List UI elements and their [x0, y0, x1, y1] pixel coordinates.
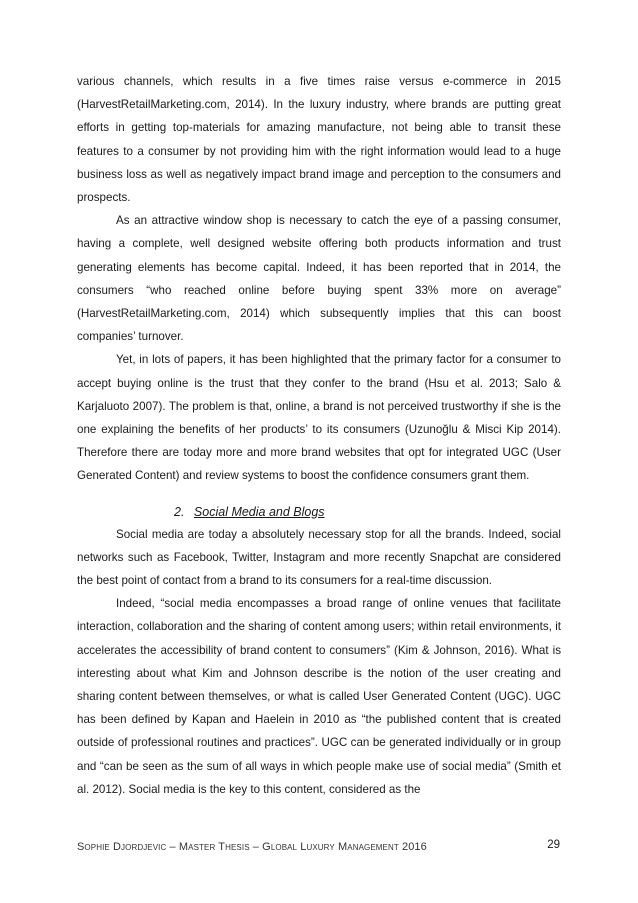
paragraph: Indeed, “social media encompasses a broad range of online venues that facilitate interaction, collaboration and the sharing of content among users; within retail environments, it accelerates the accessibility of brand content to consumers” (Kim & Johnson, 2016). What is interesting about what Kim and Johnson describe is the notion of the user creating and sharing content between themselves, or what is called User Generated Content (UGC). UGC has been defined by Kapan and Haelein in 2010 as “the published content that is created outside of professional routines and practices”. UGC can be generated individually or in group and “can be seen as the sum of all ways in which people make use of social media” (Smith et al. 2012). Social media is the key to this content, considered as the [77, 597, 561, 796]
section-number: 2. [174, 504, 185, 519]
paragraph: Social media are today a absolutely necessary stop for all the brands. Indeed, social networks such as Facebook, Twitter, Instagram and more recently Snapchat are considered the best point of contact from a brand to its consumers for a real-time discussion. [77, 527, 561, 588]
paragraph: Yet, in lots of papers, it has been highlighted that the primary factor for a consumer to accept buying online is the trust that they confer to the brand (Hsu et al. 2013; Salo & Karjaluoto 2007). The problem is that, online, a brand is not perceived trustworthy if she is the one explaining the benefits of her products’ to its consumers (Uzunoğlu & Misci Kip 2014). Therefore there are today more and more brand websites that opt for integrated UGC (User Generated Content) and review systems to boost the confidence consumers grant them. [77, 353, 561, 483]
paragraph: As an attractive window shop is necessary to catch the eye of a passing consumer, having a complete, well designed website offering both products information and trust generating elements has become capital. Indeed, it has been reported that in 2014, the consumers “who reached online before buying spent 33% more on average” (HarvestRetailMarketing.com, 2014) which subsequently implies that this can boost companies’ turnover. [77, 214, 561, 344]
page-number: 29 [547, 839, 560, 851]
section-heading [174, 501, 561, 523]
paragraph: various channels, which results in a five times raise versus e-commerce in 2015 (HarvestRetailMarketing.com, 2014). In the luxury industry, where brands are putting great efforts in getting top-materials for amazing manufacture, not being able to transit these features to a consumer by not providing him with the right information would lead to a huge business loss as well as negatively impact brand image and perception to the consumers and prospects. [77, 75, 561, 205]
body-text [77, 70, 561, 801]
page-footer: Sophie Djordjevic – Master Thesis – Global Luxury Management 2016 [77, 841, 427, 853]
section-title: Social Media and Blogs [193, 504, 325, 519]
